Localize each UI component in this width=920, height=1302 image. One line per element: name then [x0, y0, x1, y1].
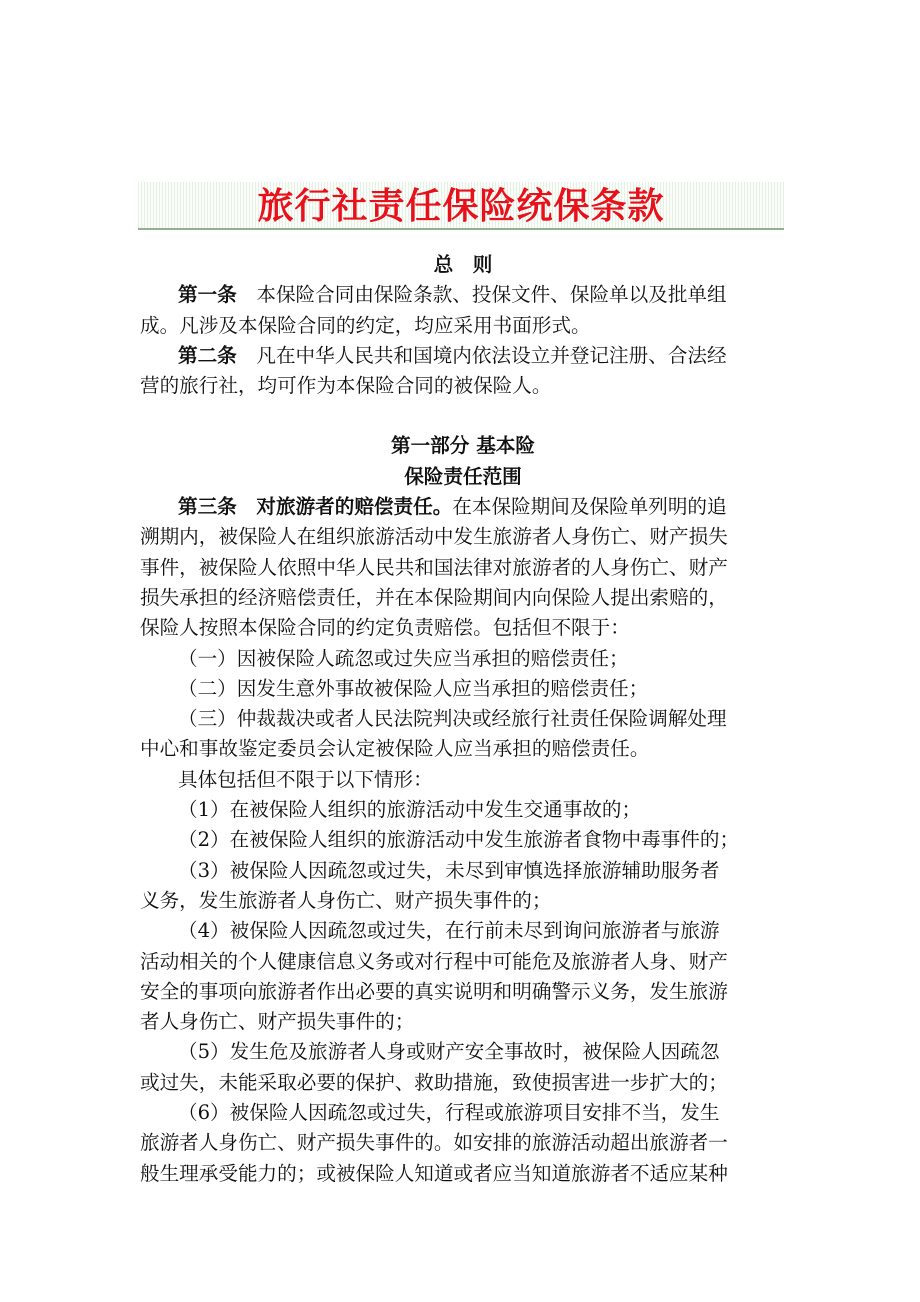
- item-num-4-cont: 活动相关的个人健康信息义务或对行程中可能危及旅游者人身、财产: [140, 949, 728, 973]
- article-2-label: 第二条: [178, 343, 237, 367]
- article-1-line-2: 成。凡涉及本保险合同的约定，均应采用书面形式。: [140, 313, 591, 337]
- item-num-6-cont: 旅游者人身伤亡、财产损失事件的。如安排的旅游活动超出旅游者一: [140, 1131, 728, 1155]
- article-3-line: 事件，被保险人依照中华人民共和国法律对旅游者的人身伤亡、财产: [140, 555, 728, 579]
- item-cn-2: （二）因发生意外事故被保险人应当承担的赔偿责任；: [178, 676, 649, 700]
- item-num-5-cont: 或过失，未能采取必要的保护、救助措施，致使损害进一步扩大的；: [140, 1070, 728, 1094]
- item-num-1: （1）在被保险人组织的旅游活动中发生交通事故的；: [178, 798, 642, 822]
- article-3-bold-phrase: 对旅游者的赔偿责任。: [256, 495, 453, 519]
- item-num-4-cont: 安全的事项向旅游者作出必要的真实说明和明确警示义务，发生旅游: [140, 979, 728, 1003]
- article-3-line-1: [140, 492, 786, 522]
- document-body: [140, 250, 786, 1189]
- item-num-3-cont: 义务，发生旅游者人身伤亡、财产损失事件的；: [140, 888, 552, 912]
- item-num-3: （3）被保险人因疏忽或过失，未尽到审慎选择旅游辅助服务者: [178, 858, 720, 882]
- item-cn-1: （一）因被保险人疏忽或过失应当承担的赔偿责任；: [178, 646, 629, 670]
- article-2-text: 凡在中华人民共和国境内依法设立并登记注册、合法经: [256, 343, 727, 367]
- part-1-heading: 第一部分 基本险: [391, 434, 535, 458]
- article-1-label: 第一条: [178, 283, 237, 307]
- article-3-line: 保险人按照本保险合同的约定负责赔偿。包括但不限于：: [140, 616, 630, 640]
- article-2-line-2: 营的旅行社，均可作为本保险合同的被保险人。: [140, 374, 552, 398]
- article-1-line-1: [140, 280, 786, 310]
- article-3-label: 第三条: [178, 495, 237, 519]
- specific-intro: 具体包括但不限于以下情形：: [178, 767, 433, 791]
- spacer: [140, 401, 786, 431]
- item-num-6-cont: 般生理承受能力的；或被保险人知道或者应当知道旅游者不适应某种: [140, 1161, 728, 1185]
- article-3-line: 溯期内，被保险人在组织旅游活动中发生旅游者人身伤亡、财产损失: [140, 525, 728, 549]
- item-num-4-cont: 者人身伤亡、财产损失事件的；: [140, 1010, 415, 1034]
- article-1-text: 本保险合同由保险条款、投保文件、保险单以及批单组: [256, 283, 727, 307]
- item-cn-3-cont: 中心和事故鉴定委员会认定被保险人应当承担的赔偿责任。: [140, 737, 650, 761]
- item-num-2: （2）在被保险人组织的旅游活动中发生旅游者食物中毒事件的；: [178, 828, 740, 852]
- article-2-line-1: [140, 341, 786, 371]
- item-num-5: （5）发生危及旅游者人身或财产安全事故时，被保险人因疏忽: [178, 1040, 720, 1064]
- section-heading-general: 总 则: [433, 253, 493, 276]
- title-banner: [138, 182, 784, 230]
- article-3-text: 在本保险期间及保险单列明的追: [452, 495, 727, 519]
- part-1-subheading: 保险责任范围: [404, 464, 522, 488]
- item-cn-3: （三）仲裁裁决或者人民法院判决或经旅行社责任保险调解处理: [178, 707, 727, 731]
- item-num-4: （4）被保险人因疏忽或过失，在行前未尽到询问旅游者与旅游: [178, 919, 720, 943]
- item-num-6: （6）被保险人因疏忽或过失，行程或旅游项目安排不当，发生: [178, 1101, 720, 1125]
- article-3-line: 损失承担的经济赔偿责任，并在本保险期间内向保险人提出索赔的，: [140, 585, 728, 609]
- document-title: 旅行社责任保险统保条款: [257, 185, 665, 227]
